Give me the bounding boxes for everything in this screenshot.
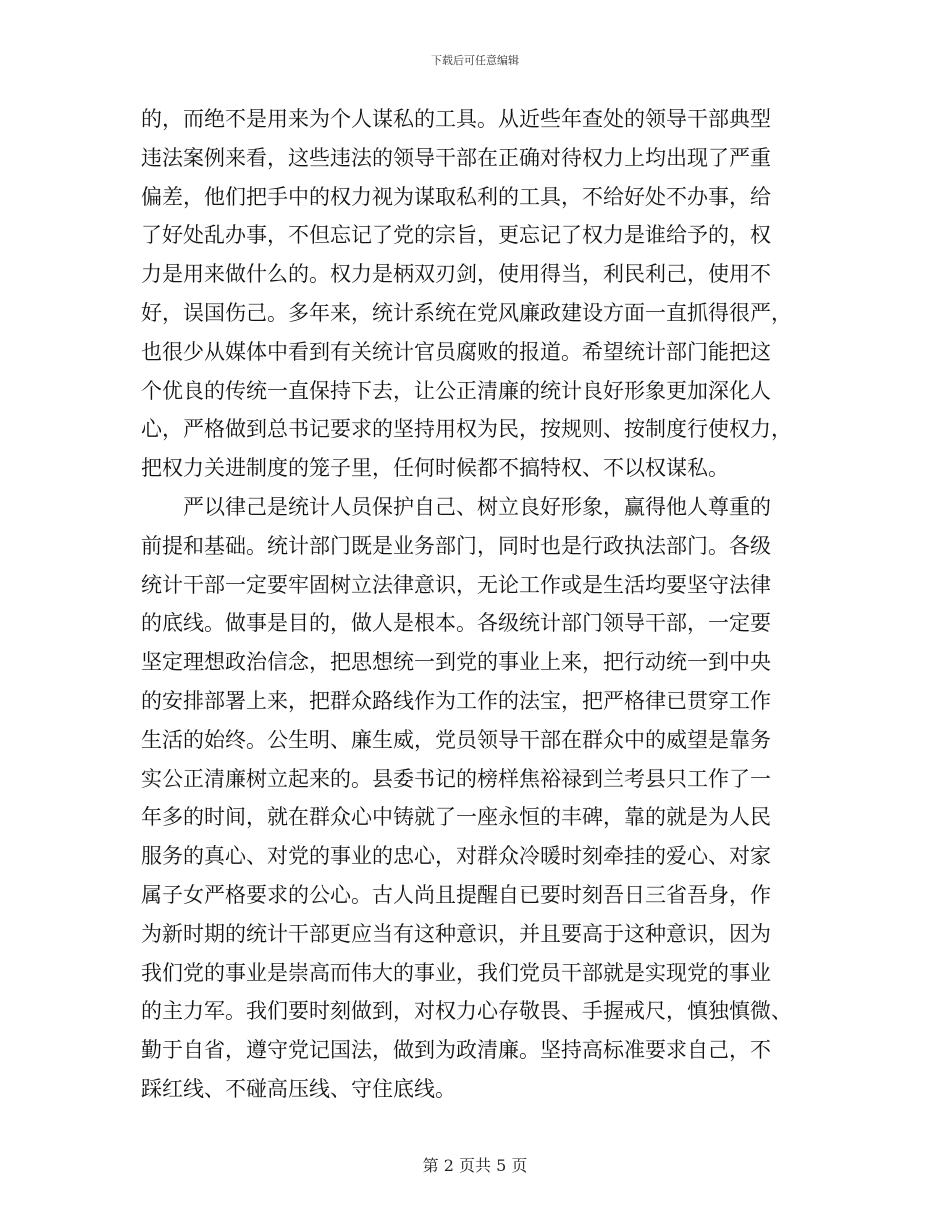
text-line: 个优良的传统一直保持下去，让公正清廉的统计良好形象更加深化人 <box>141 378 771 403</box>
text-line: 年多的时间，就在群众心中铸就了一座永恒的丰碑，靠的就是为人民 <box>141 805 771 830</box>
text-line: 好，误国伤己。多年来，统计系统在党风廉政建设方面一直抓得很严， <box>141 300 792 325</box>
text-line: 实公正清廉树立起来的。县委书记的榜样焦裕禄到兰考县只工作了一 <box>141 766 771 791</box>
text-line: 坚定理想政治信念，把思想统一到党的事业上来，把行动统一到中央 <box>141 650 771 675</box>
text-line: 前提和基础。统计部门既是业务部门，同时也是行政执法部门。各级 <box>141 533 771 558</box>
page-number: 第 2 页共 5 页 <box>422 1156 528 1175</box>
text-line: 了好处乱办事，不但忘记了党的宗旨，更忘记了权力是谁给予的，权 <box>141 223 771 248</box>
text-line: 也很少从媒体中看到有关统计官员腐败的报道。希望统计部门能把这 <box>141 339 771 364</box>
text-line: 的主力军。我们要时刻做到，对权力心存敬畏、手握戒尺，慎独慎微、 <box>141 999 792 1024</box>
paragraph-2 <box>141 488 811 1109</box>
text-line: 踩红线、不碰高压线、守住底线。 <box>141 1076 456 1101</box>
text-line: 统计干部一定要牢固树立法律意识，无论工作或是生活均要坚守法律 <box>141 572 771 597</box>
text-line: 生活的始终。公生明、廉生威，党员领导干部在群众中的威望是靠务 <box>141 727 771 752</box>
paragraph-1 <box>141 100 811 488</box>
text-line: 偏差，他们把手中的权力视为谋取私利的工具，不给好处不办事，给 <box>141 184 771 209</box>
text-line: 严以律己是统计人员保护自己、树立良好形象，赢得他人尊重的 <box>183 494 771 519</box>
text-line: 的安排部署上来，把群众路线作为工作的法宝，把严格律已贯穿工作 <box>141 688 771 713</box>
text-line: 把权力关进制度的笼子里，任何时候都不搞特权、不以权谋私。 <box>141 456 729 481</box>
page-header: 下载后可任意编辑 <box>431 54 519 67</box>
text-line: 的，而绝不是用来为个人谋私的工具。从近些年查处的领导干部典型 <box>141 107 771 131</box>
document-body <box>141 100 811 1109</box>
text-line: 属子女严格要求的公心。古人尚且提醒自已要时刻吾日三省吾身，作 <box>141 882 771 907</box>
text-line: 为新时期的统计干部更应当有这种意识，并且要高于这种意识，因为 <box>141 921 771 946</box>
text-line: 违法案例来看，这些违法的领导干部在正确对待权力上均出现了严重 <box>141 145 771 170</box>
text-line: 我们党的事业是崇高而伟大的事业，我们党员干部就是实现党的事业 <box>141 960 771 985</box>
text-line: 力是用来做什么的。权力是柄双刃剑，使用得当，利民利己，使用不 <box>141 262 771 287</box>
text-line: 的底线。做事是目的，做人是根本。各级统计部门领导干部，一定要 <box>141 611 771 636</box>
text-line: 勤于自省，遵守党记国法，做到为政清廉。坚持高标准要求自己，不 <box>141 1038 771 1063</box>
text-line: 服务的真心、对党的事业的忠心，对群众冷暖时刻牵挂的爱心、对家 <box>141 844 771 869</box>
text-line: 心，严格做到总书记要求的坚持用权为民，按规则、按制度行使权力， <box>141 417 792 442</box>
